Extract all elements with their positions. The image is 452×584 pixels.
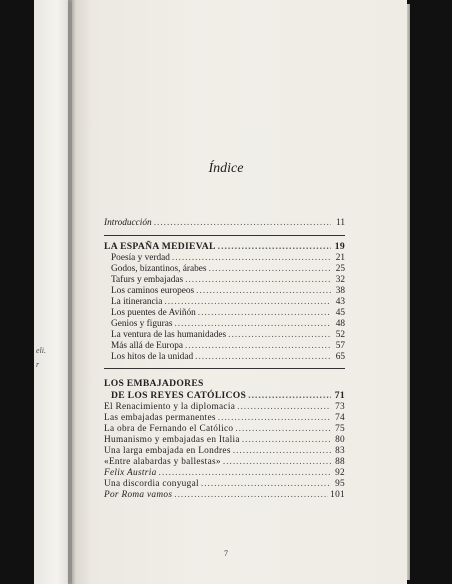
toc-row <box>104 490 345 501</box>
toc-row-page: 48 <box>335 319 345 329</box>
toc-leader <box>223 457 331 468</box>
toc-row <box>104 308 345 319</box>
toc-row <box>104 352 345 363</box>
toc-row <box>104 468 345 479</box>
toc-part-label: DE LOS REYES CATÓLICOS <box>111 390 247 401</box>
toc-row-page: 74 <box>335 413 345 423</box>
page-edge <box>407 4 410 580</box>
toc-row-page: 80 <box>335 435 345 445</box>
toc-row-page: 88 <box>335 457 345 467</box>
toc-row-label: Una larga embajada en Londres <box>104 446 231 456</box>
toc-row-label: Felix Austria <box>104 468 157 478</box>
left-page-fragment: eli. <box>36 346 46 355</box>
left-page-fragment: r <box>36 360 40 369</box>
toc-part-2 <box>104 378 345 501</box>
toc-leader <box>242 435 331 446</box>
toc-leader <box>198 308 331 319</box>
toc-row-page: 83 <box>335 446 345 456</box>
toc-part-page: 71 <box>334 390 345 401</box>
toc-part-heading <box>104 390 345 402</box>
toc-leader <box>174 490 328 501</box>
toc-row-page: 43 <box>335 297 345 307</box>
toc-row-label: Las embajadas permanentes <box>104 413 216 423</box>
toc-leader <box>248 390 331 402</box>
toc-part-heading <box>104 240 345 253</box>
toc-leader <box>172 253 331 264</box>
toc-row-page: 75 <box>335 424 345 434</box>
toc-leader <box>237 402 331 413</box>
toc-row-label: Introducción <box>104 218 152 228</box>
toc-row-label: Godos, bizantinos, árabes <box>111 264 207 274</box>
toc-row-label: Humanismo y embajadas en Italia <box>104 435 240 445</box>
toc-intro <box>104 218 345 229</box>
toc-row <box>104 341 345 352</box>
toc-row <box>104 479 345 490</box>
toc-leader <box>185 341 331 352</box>
toc-row <box>104 253 345 264</box>
toc-row-label: Poesía y verdad <box>111 253 170 263</box>
toc-row-page: 57 <box>335 341 345 351</box>
toc-leader <box>209 264 331 275</box>
section-divider <box>104 368 345 369</box>
toc-row-page: 45 <box>335 308 345 318</box>
toc-row <box>104 319 345 330</box>
toc-row-label: Los caminos europeos <box>111 286 195 296</box>
page-number: 7 <box>224 549 228 558</box>
toc-row-page: 25 <box>335 264 345 274</box>
toc-row-label: Una discordia conyugal <box>104 479 199 489</box>
toc-leader <box>195 352 331 363</box>
toc-row <box>104 413 345 424</box>
toc-row-page: 52 <box>335 330 345 340</box>
toc-row-label: El Renacimiento y la diplomacia <box>104 402 236 412</box>
toc-row <box>104 446 345 457</box>
toc-leader <box>185 275 331 286</box>
toc-row <box>104 457 345 468</box>
section-divider <box>104 235 345 236</box>
toc-row <box>104 402 345 413</box>
toc-row-page: 21 <box>335 253 345 263</box>
toc-leader <box>235 424 331 435</box>
toc-row <box>104 435 345 446</box>
toc-part-page: 19 <box>334 241 345 252</box>
toc-leader <box>174 319 331 330</box>
toc-leader <box>159 468 331 479</box>
toc-row-page: 101 <box>330 490 345 500</box>
toc-row-page: 65 <box>335 352 345 362</box>
toc-row-page: 92 <box>335 468 345 478</box>
toc-row <box>104 275 345 286</box>
toc-row <box>104 218 345 229</box>
toc-leader <box>233 446 331 457</box>
toc-row-label: Los hitos de la unidad <box>111 352 194 362</box>
toc-row-label: La obra de Fernando el Católico <box>104 424 234 434</box>
toc-row-label: «Entre alabardas y ballestas» <box>104 457 221 467</box>
toc-row-label: Los puentes de Aviñón <box>111 308 196 318</box>
toc-row-page: 32 <box>335 275 345 285</box>
page-title: Índice <box>208 161 244 176</box>
toc-row <box>104 264 345 275</box>
toc-part-label: LA ESPAÑA MEDIEVAL <box>104 241 216 252</box>
toc-leader <box>218 240 331 253</box>
toc-leader <box>201 479 331 490</box>
toc-row-label: La ventura de las humanidades <box>111 330 227 340</box>
toc-row-page: 73 <box>335 402 345 412</box>
toc-part-1 <box>104 240 345 363</box>
toc-row-label: La itinerancia <box>111 297 163 307</box>
toc-leader <box>228 330 331 341</box>
toc-row-page: 95 <box>335 479 345 489</box>
spine-shadow <box>68 0 76 584</box>
toc-row <box>104 297 345 308</box>
toc-part-label: LOS EMBAJADORES <box>104 378 204 389</box>
toc-leader <box>218 413 331 424</box>
toc-part-heading <box>104 378 345 390</box>
toc-row-label: Genios y figuras <box>111 319 173 329</box>
toc-row <box>104 286 345 297</box>
toc-row-page: 11 <box>336 218 345 228</box>
left-page <box>34 0 72 584</box>
toc-row <box>104 330 345 341</box>
toc-row <box>104 424 345 435</box>
toc-row-label: Tafurs y embajadas <box>111 275 184 285</box>
toc-row-label: Por Roma vamos <box>104 490 173 500</box>
toc-leader <box>154 218 331 229</box>
toc-row-label: Más allá de Europa <box>111 341 184 351</box>
toc-leader <box>196 286 331 297</box>
toc-row-page: 38 <box>335 286 345 296</box>
toc-leader <box>164 297 331 308</box>
